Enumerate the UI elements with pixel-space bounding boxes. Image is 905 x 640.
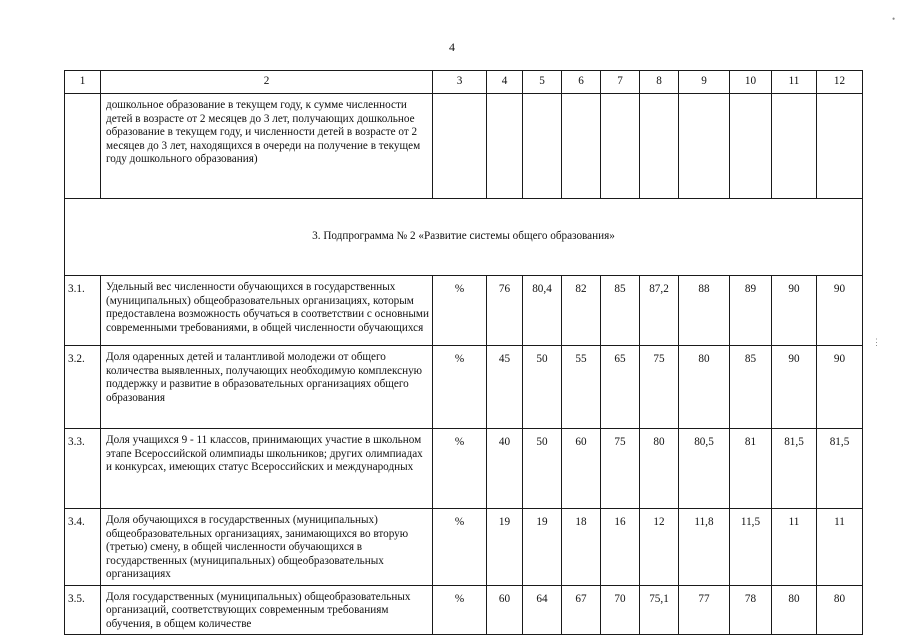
value-cell: 19 [523,509,562,586]
unit-cell: % [433,509,487,586]
value-cell: 11 [772,509,817,586]
column-header: 4 [487,71,523,94]
value-cell [772,94,817,199]
row-index: 3.3. [65,429,101,509]
value-cell: 90 [772,346,817,429]
row-index: 3.1. [65,276,101,346]
indicator-text: Доля учащихся 9 - 11 классов, принимающих участие в школьном этапе Всероссийской олимпиады школьников; других олимпиадах и конкурсах, имеющих статус Всероссийских и международных [101,429,433,509]
value-cell: 60 [562,429,601,509]
value-cell [601,94,640,199]
row-index: 3.2. [65,346,101,429]
indicator-row [65,585,863,635]
value-cell [817,94,863,199]
column-header: 1 [65,71,101,94]
value-cell: 75 [601,429,640,509]
column-header: 6 [562,71,601,94]
column-header: 3 [433,71,487,94]
row-index: 3.5. [65,585,101,635]
indicator-text: дошкольное образование в текущем году, к сумме численности детей в возрасте от 2 месяцев до 3 лет, получающих дошкольное образование в текущем году, и численности детей в возрасте от 2 месяцев до 3 лет, находящихся в очереди на получение в текущем году дошкольного образования) [101,94,433,199]
value-cell: 85 [730,346,772,429]
value-cell: 90 [817,276,863,346]
value-cell: 67 [562,585,601,635]
header-row [65,71,863,94]
value-cell: 75 [640,346,679,429]
scan-mark: ⋮ [872,337,881,347]
column-header: 9 [679,71,730,94]
value-cell: 80 [679,346,730,429]
value-cell: 81,5 [772,429,817,509]
value-cell: 80 [772,585,817,635]
value-cell: 76 [487,276,523,346]
value-cell: 85 [601,276,640,346]
indicator-row [65,276,863,346]
column-header: 11 [772,71,817,94]
value-cell: 50 [523,429,562,509]
value-cell: 55 [562,346,601,429]
value-cell: 12 [640,509,679,586]
page-number: 4 [449,40,455,54]
value-cell [523,94,562,199]
value-cell: 50 [523,346,562,429]
value-cell: 88 [679,276,730,346]
column-header: 8 [640,71,679,94]
indicator-row [65,346,863,429]
column-header: 7 [601,71,640,94]
value-cell: 19 [487,509,523,586]
indicator-text: Доля государственных (муниципальных) общеобразовательных организаций, соответствующих современным требованиям обучения, в общем количестве [101,585,433,635]
value-cell: 80,5 [679,429,730,509]
column-header: 10 [730,71,772,94]
value-cell: 81,5 [817,429,863,509]
value-cell: 16 [601,509,640,586]
indicator-row [65,94,863,199]
value-cell: 80,4 [523,276,562,346]
value-cell: 18 [562,509,601,586]
value-cell: 11,8 [679,509,730,586]
value-cell: 89 [730,276,772,346]
scan-mark: • [892,14,896,24]
unit-cell [433,94,487,199]
column-header: 5 [523,71,562,94]
column-header: 2 [101,71,433,94]
value-cell: 70 [601,585,640,635]
column-header: 12 [817,71,863,94]
value-cell: 78 [730,585,772,635]
value-cell [679,94,730,199]
row-index: 3.4. [65,509,101,586]
row-index [65,94,101,199]
unit-cell: % [433,276,487,346]
indicator-text: Доля одаренных детей и талантливой молодежи от общего количества выявленных, получающих необходимую комплексную поддержку и развитие в образовательных организациях общего образования [101,346,433,429]
value-cell [487,94,523,199]
unit-cell: % [433,346,487,429]
indicator-text: Доля обучающихся в государственных (муниципальных) общеобразовательных организациях, занимающихся во вторую (третью) смену, в общей численности обучающихся в государственных (муниципальных) общеобразовательных организациях [101,509,433,586]
value-cell: 77 [679,585,730,635]
value-cell [562,94,601,199]
value-cell: 65 [601,346,640,429]
value-cell: 75,1 [640,585,679,635]
value-cell: 60 [487,585,523,635]
indicator-text: Удельный вес численности обучающихся в государственных (муниципальных) общеобразовательных организациях, которым предоставлена возможность обучаться в соответствии с основными современными требованиями, в общей численности обучающихся [101,276,433,346]
value-cell: 87,2 [640,276,679,346]
value-cell: 90 [772,276,817,346]
value-cell: 82 [562,276,601,346]
value-cell: 11,5 [730,509,772,586]
value-cell: 80 [817,585,863,635]
value-cell: 45 [487,346,523,429]
indicators-table [64,70,863,635]
value-cell [730,94,772,199]
section-title: 3. Подпрограмма № 2 «Развитие системы общего образования» [65,199,863,276]
indicator-row [65,429,863,509]
value-cell: 11 [817,509,863,586]
value-cell: 90 [817,346,863,429]
value-cell: 81 [730,429,772,509]
section-row [65,199,863,276]
value-cell: 64 [523,585,562,635]
value-cell: 80 [640,429,679,509]
value-cell: 40 [487,429,523,509]
value-cell [640,94,679,199]
unit-cell: % [433,585,487,635]
indicator-row [65,509,863,586]
unit-cell: % [433,429,487,509]
